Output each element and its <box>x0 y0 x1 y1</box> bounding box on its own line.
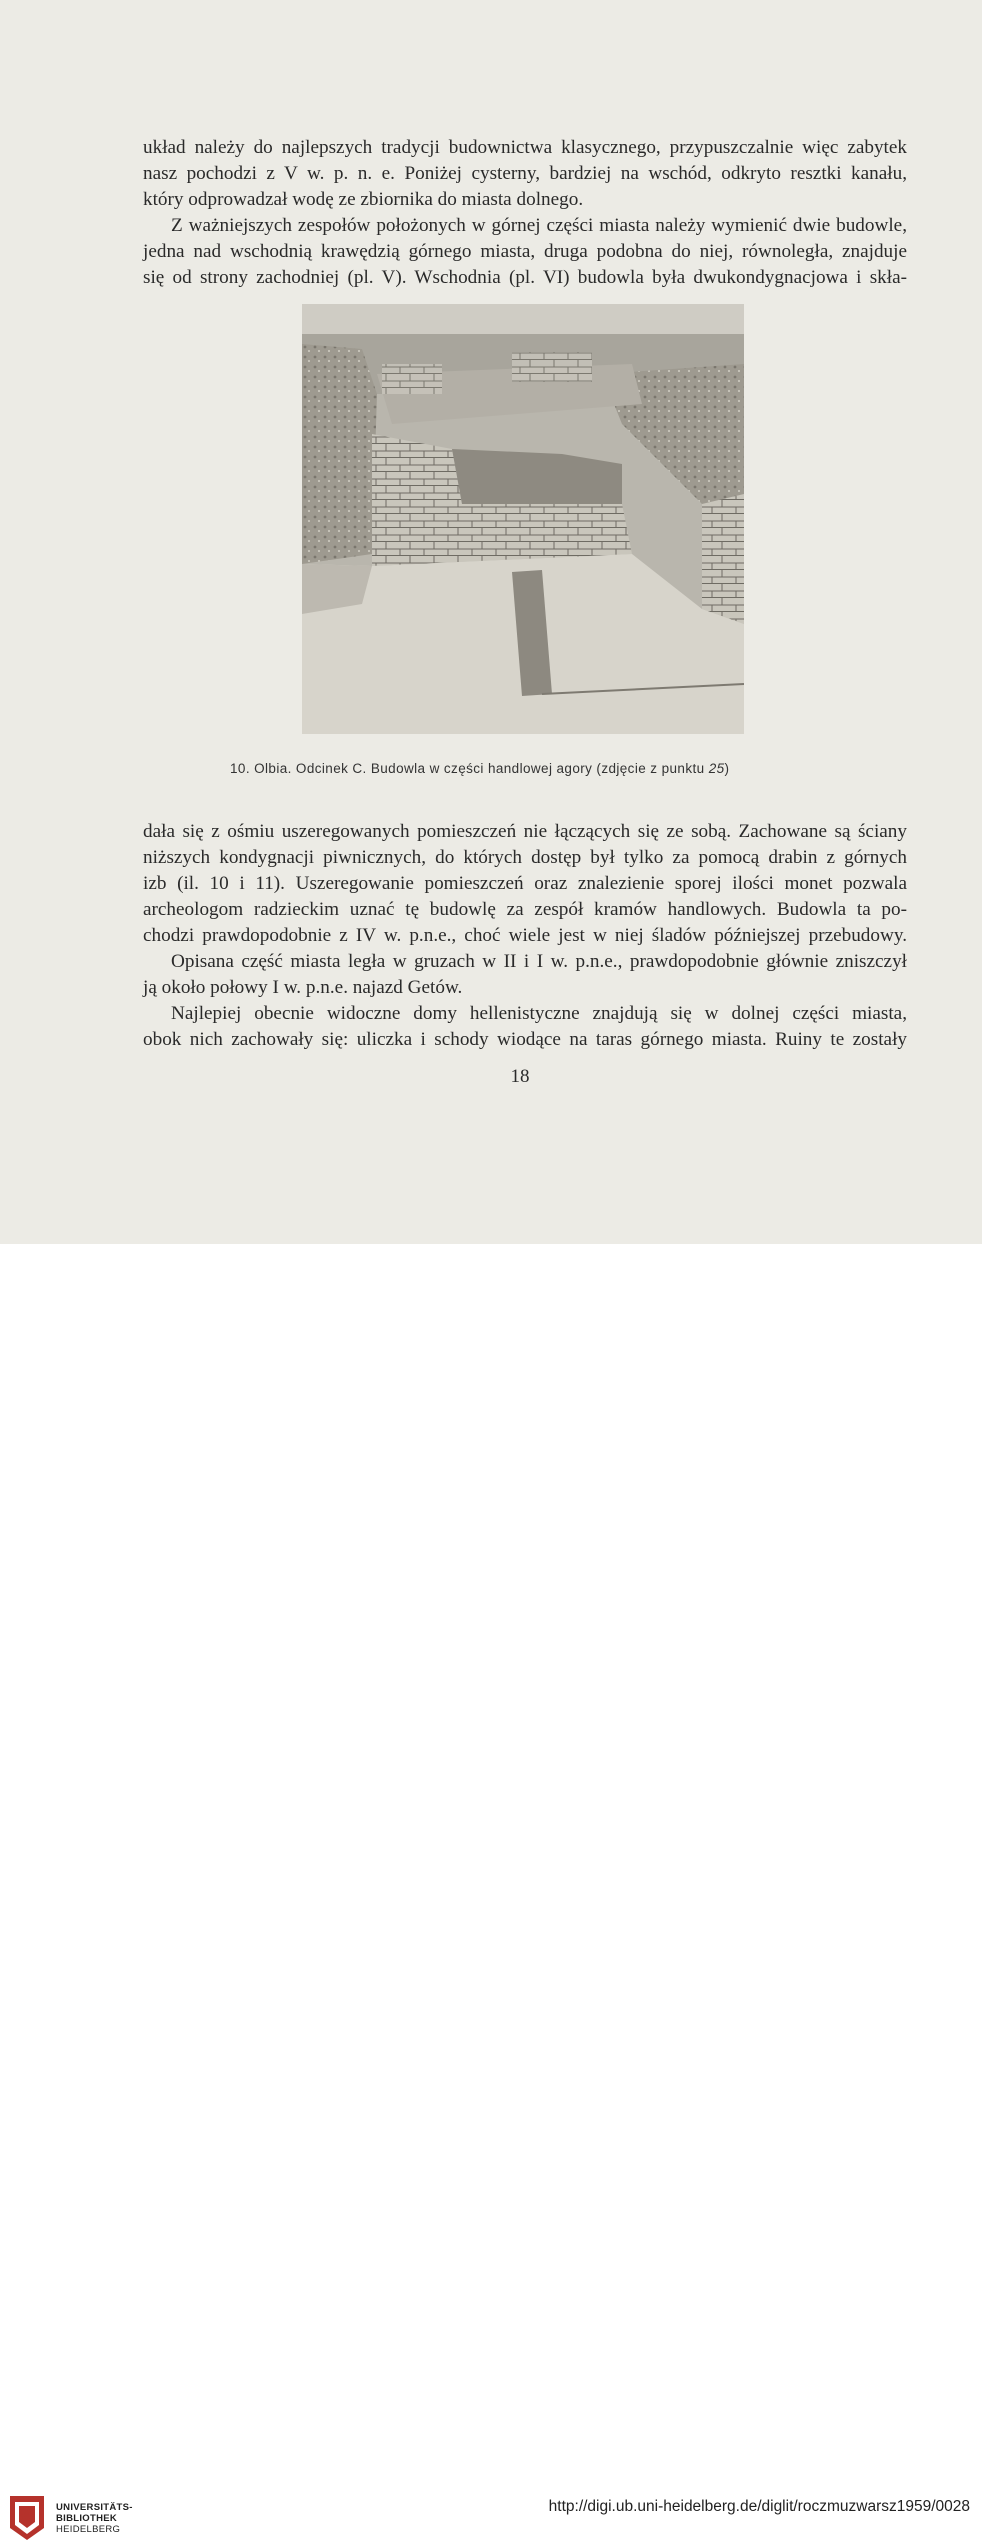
excavation-photo <box>302 304 744 734</box>
text-line: chodzi prawdopodobnie z IV w. p.n.e., choć wiele jest w niej śladów późniejszej przebudowy. <box>143 925 907 946</box>
text-line: nasz pochodzi z V w. p. n. e. Poniżej cysterny, bardziej na wschód, odkryto resztki kanału, <box>143 163 907 184</box>
library-name-line: UNIVERSITÄTS- <box>56 2502 133 2513</box>
text-top <box>143 135 907 291</box>
figure-caption <box>230 761 830 776</box>
caption-close: ) <box>724 761 730 776</box>
text-line: niższych kondygnacji piwnicznych, do których dostęp był tylko za pomocą drabin z górnych <box>143 847 907 868</box>
text-line: obok nich zachowały się: uliczka i schody wiodące na taras górnego miasta. Ruiny te zostały <box>143 1029 907 1050</box>
paragraph-5 <box>143 1001 907 1053</box>
text-line: Opisana część miasta legła w gruzach w II i I w. p.n.e., prawdopodobnie głównie zniszczył <box>171 951 907 972</box>
text-line: Najlepiej obecnie widoczne domy hellenistyczne znajdują się w dolnej części miasta, <box>171 1003 907 1024</box>
text-line: archeologom radzieckim uznać tę budowlę za zespół kramów handlowych. Budowla ta po- <box>143 899 907 920</box>
paragraph-3 <box>143 819 907 949</box>
paragraph-4 <box>143 949 907 1001</box>
viewer-footer <box>0 1244 982 2535</box>
library-name-line: HEIDELBERG <box>56 2524 121 2535</box>
permalink-url[interactable]: http://digi.ub.uni-heidelberg.de/diglit/roczmuzwarsz1959/0028 <box>548 2498 970 2515</box>
text-line: Z ważniejszych zespołów położonych w górnej części miasta należy wymienić dwie budowle, <box>171 215 907 236</box>
paragraph-1 <box>143 135 907 213</box>
text-line: dała się z ośmiu uszeregowanych pomieszczeń nie łączących się ze sobą. Zachowane są ściany <box>143 821 907 842</box>
text-line: izb (il. 10 i 11). Uszeregowanie pomieszczeń oraz znalezienie sporej ilości monet pozwala <box>143 873 907 894</box>
text-line: ją około połowy I w. p.n.e. najazd Getów. <box>143 977 463 998</box>
caption-text: 10. Olbia. Odcinek C. Budowla w części handlowej agory (zdjęcie z punktu <box>230 761 709 776</box>
caption-reference: 25 <box>708 761 725 776</box>
text-line: który odprowadzał wodę ze zbiornika do miasta dolnego. <box>143 189 584 210</box>
library-name <box>56 2502 133 2535</box>
text-line: jedna nad wschodnią krawędzią górnego miasta, druga podobna do niej, równoległa, znajduje <box>143 241 907 262</box>
text-bottom <box>143 819 907 1053</box>
paragraph-2 <box>143 213 907 291</box>
library-name-line: BIBLIOTHEK <box>56 2513 118 2524</box>
university-library-logo-icon <box>6 2494 48 2542</box>
text-line: się od strony zachodniej (pl. V). Wschodnia (pl. VI) budowla była dwukondygnacjowa i skła- <box>143 267 907 288</box>
text-line: układ należy do najlepszych tradycji budownictwa klasycznego, przypuszczalnie więc zabytek <box>143 137 907 158</box>
ruins-photo-illustration <box>302 304 744 734</box>
scanned-page <box>0 0 982 1244</box>
page-number: 18 <box>510 1066 530 1087</box>
